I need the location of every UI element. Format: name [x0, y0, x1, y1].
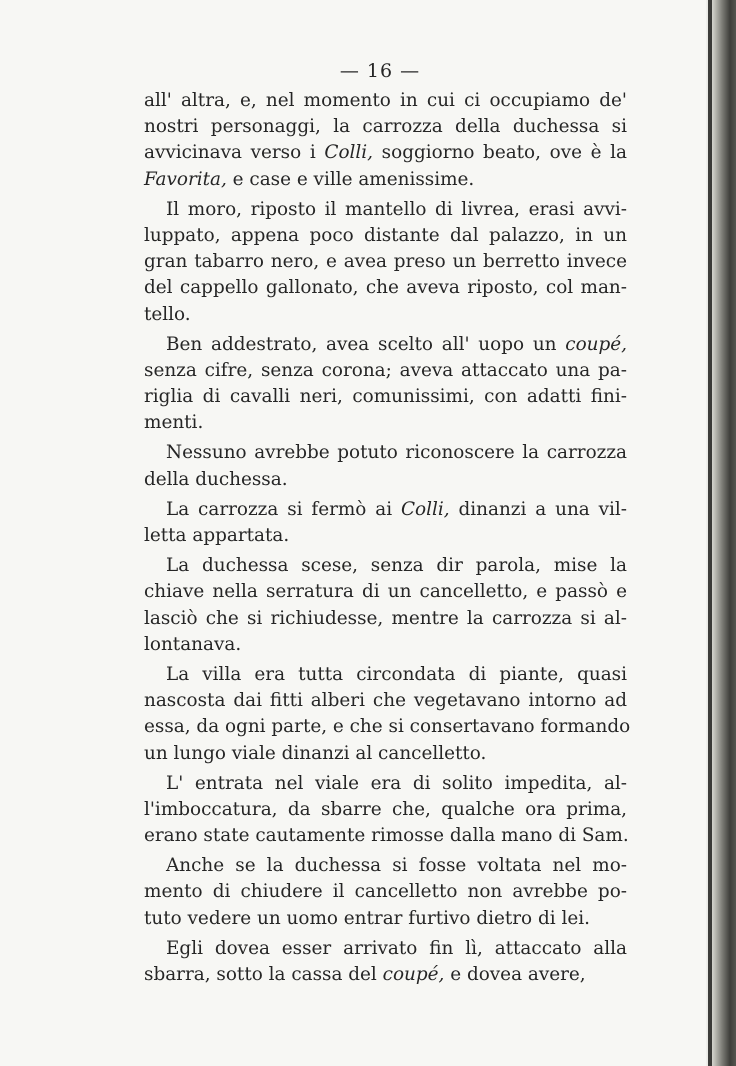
- text-line: [144, 384, 627, 410]
- line-text: La villa era tutta circondata di piante, quasi: [166, 663, 627, 685]
- paragraph: [144, 553, 627, 658]
- paragraph: [144, 771, 627, 850]
- line-text: un lungo viale dinanzi al cancelletto.: [144, 742, 487, 764]
- text-line: [144, 797, 627, 823]
- line-text: Egli dovea esser arrivato fin lì, attaccato alla: [166, 937, 627, 959]
- line-text: all' altra, e, nel momento in cui ci occupiamo de': [144, 90, 627, 111]
- text-line: [144, 962, 627, 988]
- line-text: La duchessa scese, senza dir parola, mise la: [166, 555, 627, 577]
- line-text: nostri personaggi, la carrozza della duchessa si: [144, 116, 627, 138]
- line-text: gran tabarro nero, e avea preso un berretto invece: [144, 251, 627, 273]
- text-line: [144, 467, 627, 493]
- line-text: letta appartata.: [144, 525, 290, 546]
- paragraph: [144, 853, 627, 932]
- line-text: mento di chiudere il cancelletto non avrebbe po-: [144, 881, 627, 903]
- text-line: [144, 579, 627, 605]
- text-line: [144, 879, 627, 905]
- italic-text: coupé,: [382, 964, 445, 985]
- line-text: senza cifre, senza corona; aveva attaccato una pa-: [144, 359, 627, 381]
- line-text: essa, da ogni parte, e che si consertavano formando: [144, 716, 631, 738]
- line-text: Il moro, riposto il mantello di livrea, erasi avvi-: [166, 198, 627, 220]
- text-line: [144, 688, 627, 714]
- text-line: [144, 714, 631, 740]
- line-text: tuto vedere un uomo entrar furtivo dietro di lei.: [144, 907, 590, 929]
- line-text: erano state cautamente rimosse dalla mano di Sam.: [144, 825, 629, 847]
- text-line: [144, 88, 627, 114]
- text-line: [144, 275, 627, 301]
- line-text: luppato, appena poco distante dal palazzo, in un: [144, 224, 627, 246]
- text-line: [144, 140, 627, 166]
- text-line: [144, 440, 627, 466]
- text-line: [144, 358, 627, 384]
- paragraph: [144, 440, 627, 492]
- text-line: [144, 553, 627, 579]
- line-text: del cappello gallonato, che aveva riposto, col man-: [144, 277, 627, 299]
- line-text: l'imboccatura, da sbarre che, qualche ora prima,: [144, 798, 627, 820]
- paragraph: [144, 88, 627, 193]
- line-text: sbarra, sotto la cassa del: [144, 964, 383, 985]
- text-line: [144, 302, 627, 328]
- text-line: [144, 936, 627, 962]
- text-line: [144, 853, 627, 879]
- text-line: [144, 523, 627, 549]
- paragraph: [144, 332, 627, 437]
- line-text: menti.: [144, 412, 204, 434]
- line-text: della duchessa.: [144, 468, 288, 490]
- italic-text: Colli,: [400, 498, 450, 520]
- italic-text: Favorita,: [144, 168, 227, 190]
- line-text: chiave nella serratura di un cancelletto, e passò e: [144, 581, 627, 603]
- line-text-after: e case e ville amenissime.: [226, 168, 475, 190]
- line-text: L' entrata nel viale era di solito impedita, al-: [166, 772, 627, 794]
- text-line: [144, 906, 627, 932]
- text-line: [144, 771, 627, 797]
- paragraph: [144, 936, 627, 988]
- page-number: — 16 —: [339, 60, 421, 82]
- line-text-after: e dovea avere,: [444, 964, 586, 985]
- line-text: riglia di cavalli neri, comunissimi, con adatti fini-: [144, 386, 627, 408]
- text-line: [144, 606, 627, 632]
- paragraph: [144, 497, 627, 549]
- text-line: [144, 823, 627, 849]
- line-text-after: dinanzi a una vil-: [449, 498, 627, 520]
- line-text: nascosta dai fitti alberi che vegetavano intorno ad: [144, 690, 627, 712]
- text-line: [144, 167, 627, 193]
- text-line: [144, 741, 627, 767]
- scan-shadow-streak: [708, 0, 712, 1066]
- text-line: [144, 662, 627, 688]
- text-line: [144, 632, 627, 658]
- italic-text: Colli,: [324, 142, 374, 164]
- line-text: Ben addestrato, avea scelto all' uopo un: [166, 333, 566, 355]
- text-line: [144, 332, 627, 358]
- body-text: [144, 88, 631, 988]
- line-text: lontanava.: [144, 633, 242, 655]
- line-text: La carrozza si fermò ai: [166, 498, 401, 520]
- text-line: [144, 114, 627, 140]
- line-text: tello.: [144, 303, 191, 325]
- paragraph: [144, 197, 627, 328]
- text-line: [144, 249, 627, 275]
- line-text: lasciò che si richiudesse, mentre la carrozza si al-: [144, 607, 627, 629]
- paragraph: [144, 662, 631, 767]
- line-text-after: soggiorno beato, ove è la: [373, 142, 628, 164]
- line-text: avvicinava verso i: [144, 142, 325, 164]
- text-line: [144, 223, 627, 249]
- line-text: Anche se la duchessa si fosse voltata nel mo-: [166, 855, 627, 877]
- text-line: [144, 410, 627, 436]
- italic-text: coupé,: [565, 333, 627, 355]
- line-text: Nessuno avrebbe potuto riconoscere la carrozza: [166, 442, 627, 464]
- text-line: [144, 497, 627, 523]
- text-line: [144, 197, 627, 223]
